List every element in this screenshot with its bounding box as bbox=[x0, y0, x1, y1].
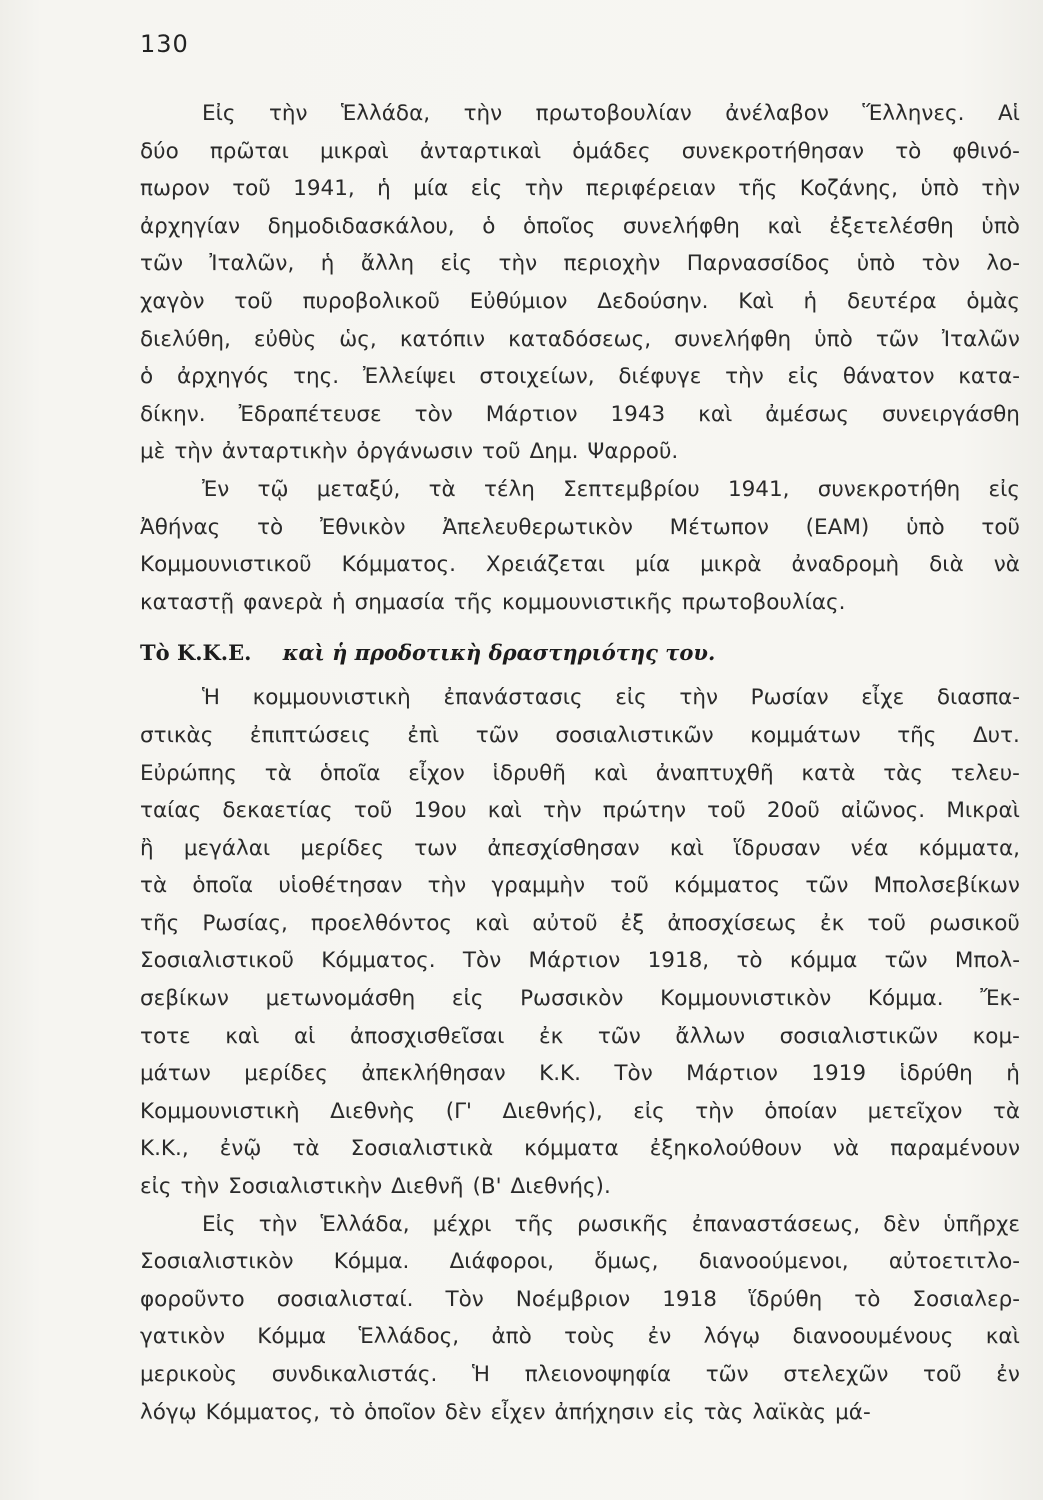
text-line: μερικοὺς συνδικαλιστάς. Ἡ πλειονοψηφία τῶν στελεχῶν τοῦ ἐν bbox=[140, 1362, 1020, 1387]
text-line: τῆς Ρωσίας, προελθόντος καὶ αὐτοῦ ἐξ ἀποσχίσεως ἐκ τοῦ ρωσικοῦ bbox=[140, 910, 1020, 936]
section-heading bbox=[140, 627, 1020, 679]
text-line: διελύθη, εὐθὺς ὡς, κατόπιν καταδόσεως, συνελήφθη ὑπὸ τῶν Ἰταλῶν bbox=[140, 326, 1020, 352]
text-line: καταστῇ φανερὰ ἡ σημασία τῆς κομμουνιστικῆς πρωτοβουλίας. bbox=[140, 589, 846, 615]
paragraph-4 bbox=[140, 1206, 1020, 1432]
text-line: Ἀθήνας τὸ Ἐθνικὸν Ἀπελευθερωτικὸν Μέτωπον (ΕΑΜ) ὑπὸ τοῦ bbox=[140, 514, 1020, 540]
text-line: Ἐν τῷ μεταξύ, τὰ τέλη Σεπτεμβρίου 1941, συνεκροτήθη εἰς bbox=[202, 476, 1020, 502]
text-line: πωρον τοῦ 1941, ἡ μία εἰς τὴν περιφέρειαν τῆς Κοζάνης, ὑπὸ τὴν bbox=[140, 176, 1020, 202]
text-line: μὲ τὴν ἀνταρτικὴν ὀργάνωσιν τοῦ Δημ. Ψαρροῦ. bbox=[140, 439, 679, 465]
text-line: δύο πρῶται μικραὶ ἀνταρτικαὶ ὁμάδες συνεκροτήθησαν τὸ φθινό- bbox=[140, 138, 1020, 164]
text-line: σεβίκων μετωνομάσθη εἰς Ρωσσικὸν Κομμουνιστικὸν Κόμμα. Ἔκ- bbox=[140, 986, 1020, 1012]
text-line: γατικὸν Κόμμα Ἑλλάδος, ἀπὸ τοὺς ἐν λόγῳ διανοουμένους καὶ bbox=[140, 1324, 1020, 1350]
text-line: Κομμουνιστικοῦ Κόμματος. Χρειάζεται μία μικρὰ ἀναδρομὴ διὰ νὰ bbox=[140, 552, 1020, 578]
text-line: χαγὸν τοῦ πυροβολικοῦ Εὐθύμιον Δεδούσην. Καὶ ἡ δευτέρα ὁμὰς bbox=[140, 288, 1020, 314]
text-line: Κ.Κ., ἐνῷ τὰ Σοσιαλιστικὰ κόμματα ἐξηκολούθουν νὰ παραμένουν bbox=[140, 1136, 1020, 1162]
text-line: Σοσιαλιστικὸν Κόμμα. Διάφοροι, ὅμως, διανοούμενοι, αὐτοετιτλο- bbox=[140, 1249, 1020, 1275]
paragraph-3 bbox=[140, 679, 1020, 1205]
text-line: τοτε καὶ αἱ ἀποσχισθεῖσαι ἐκ τῶν ἄλλων σοσιαλιστικῶν κομ- bbox=[140, 1023, 1020, 1049]
page-number: 130 bbox=[140, 30, 189, 58]
text-line: μάτων μερίδες ἀπεκλήθησαν Κ.Κ. Τὸν Μάρτιον 1919 ἱδρύθη ἡ bbox=[140, 1061, 1020, 1087]
text-line: Σοσιαλιστικοῦ Κόμματος. Τὸν Μάρτιον 1918, τὸ κόμμα τῶν Μπολ- bbox=[140, 948, 1020, 974]
text-line: λόγῳ Κόμματος, τὸ ὁποῖον δὲν εἶχεν ἀπήχησιν εἰς τὰς λαϊκὰς μά- bbox=[140, 1399, 871, 1425]
text-line: ὁ ἀρχηγός της. Ἐλλείψει στοιχείων, διέφυγε τὴν εἰς θάνατον κατα- bbox=[140, 364, 1020, 390]
section-heading-subtitle: καὶ ἡ προδοτικὴ δραστηριότης του. bbox=[282, 640, 716, 666]
text-line: φοροῦντο σοσιαλισταί. Τὸν Νοέμβριον 1918 ἵδρύθη τὸ Σοσιαλερ- bbox=[140, 1286, 1020, 1312]
text-line: εἰς τὴν Σοσιαλιστικὴν Διεθνῆ (Β' Διεθνής). bbox=[140, 1174, 611, 1200]
paragraph-1 bbox=[140, 95, 1020, 471]
text-line: ἢ μεγάλαι μερίδες των ἀπεσχίσθησαν καὶ ἵδρυσαν νέα κόμματα, bbox=[140, 835, 1020, 861]
text-line: τῶν Ἰταλῶν, ἡ ἄλλη εἰς τὴν περιοχὴν Παρνασσίδος ὑπὸ τὸν λο- bbox=[140, 251, 1020, 277]
text-line: δίκην. Ἐδραπέτευσε τὸν Μάρτιον 1943 καὶ ἀμέσως συνειργάσθη bbox=[140, 401, 1020, 427]
paragraph-2 bbox=[140, 471, 1020, 621]
body-text bbox=[140, 95, 1020, 1431]
text-line: Εὐρώπης τὰ ὁποῖα εἶχον ἱδρυθῆ καὶ ἀναπτυχθῆ κατὰ τὰς τελευ- bbox=[140, 760, 1020, 786]
text-line: ἀρχηγίαν δημοδιδασκάλου, ὁ ὁποῖος συνελήφθη καὶ ἐξετελέσθη ὑπὸ bbox=[140, 213, 1020, 239]
text-line: τὰ ὁποῖα υἱοθέτησαν τὴν γραμμὴν τοῦ κόμματος τῶν Μπολσεβίκων bbox=[140, 873, 1020, 899]
text-line: Κομμουνιστικὴ Διεθνὴς (Γ' Διεθνής), εἰς τὴν ὁποίαν μετεῖχον τὰ bbox=[140, 1098, 1020, 1124]
text-line: Ἡ κομμουνιστικὴ ἐπανάστασις εἰς τὴν Ρωσίαν εἶχε διασπα- bbox=[202, 685, 1020, 711]
text-line: Εἰς τὴν Ἑλλάδα, μέχρι τῆς ρωσικῆς ἐπαναστάσεως, δὲν ὑπῆρχε bbox=[202, 1211, 1020, 1237]
section-heading-title: Τὸ Κ.Κ.Ε. bbox=[140, 640, 252, 666]
text-line: Εἰς τὴν Ἑλλάδα, τὴν πρωτοβουλίαν ἀνέλαβον Ἕλληνες. Αἱ bbox=[202, 101, 1020, 126]
text-line: ταίας δεκαετίας τοῦ 19ου καὶ τὴν πρώτην τοῦ 20οῦ αἰῶνος. Μικραὶ bbox=[140, 798, 1020, 824]
text-line: στικὰς ἐπιπτώσεις ἐπὶ τῶν σοσιαλιστικῶν κομμάτων τῆς Δυτ. bbox=[140, 722, 1020, 748]
